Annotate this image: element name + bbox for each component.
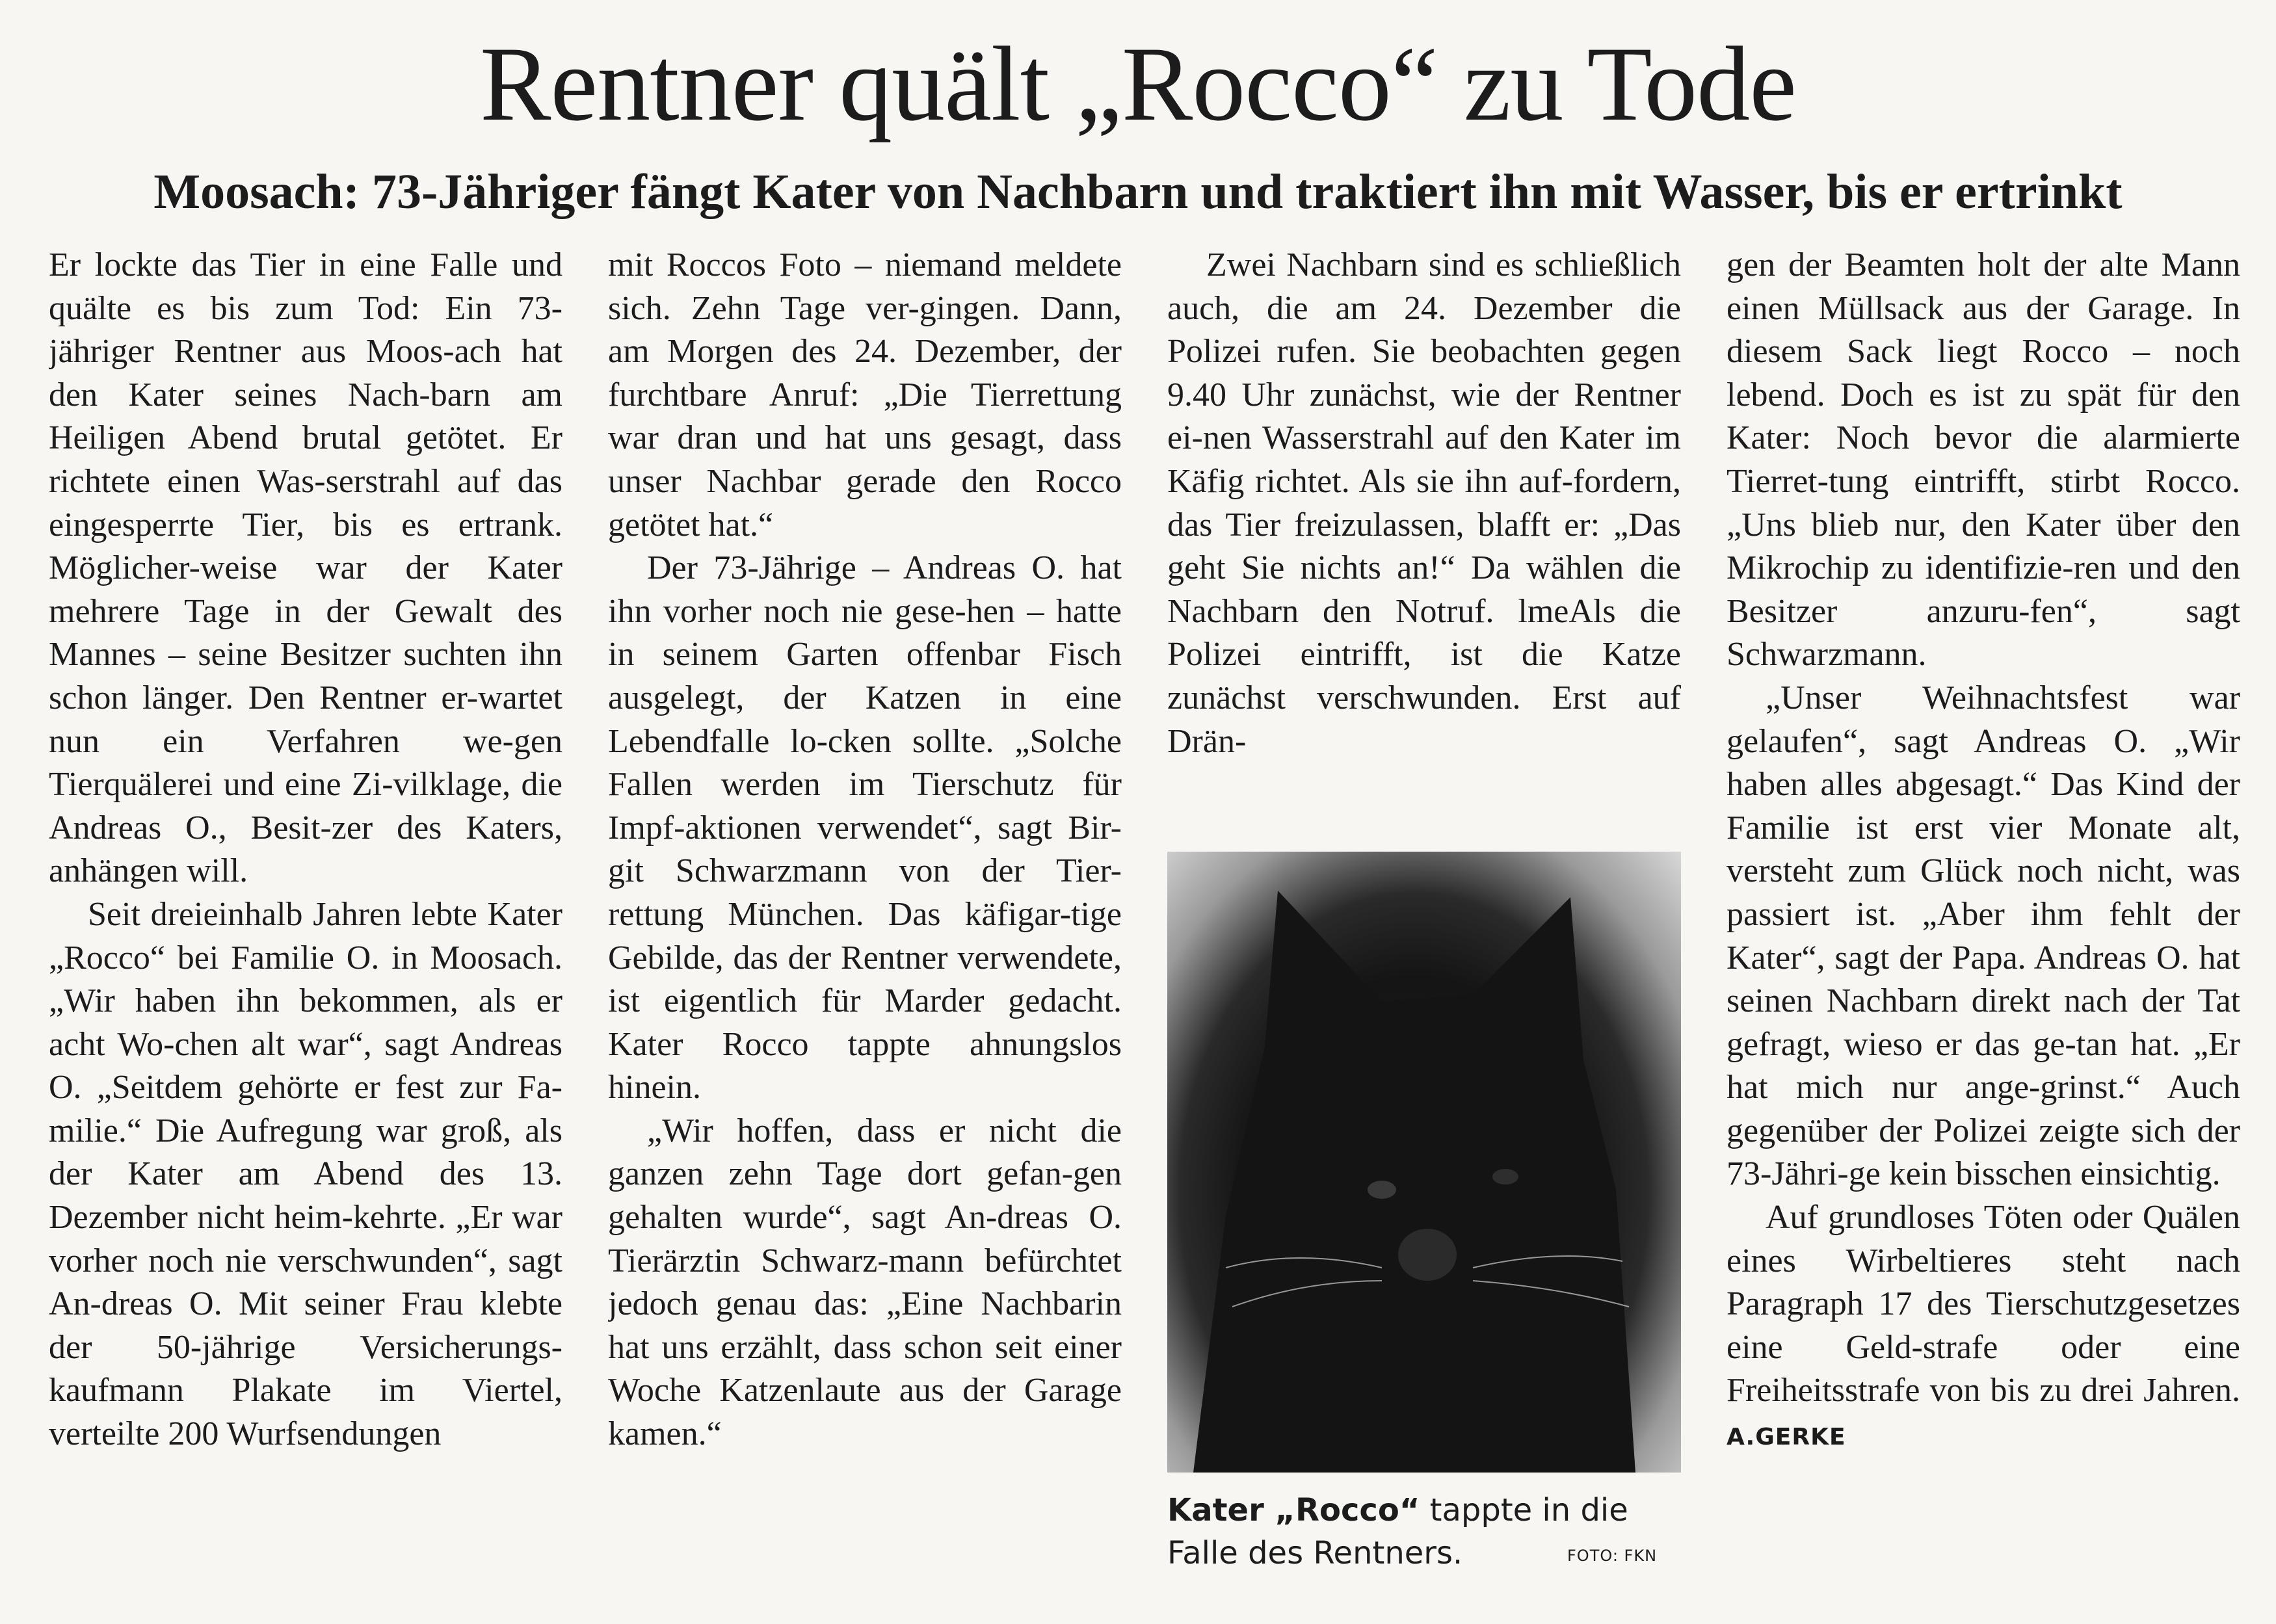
paragraph: mit Roccos Foto – niemand meldete sich. Zehn Tage ver-gingen. Dann, am Morgen des 24. Dezember, der furchtbare Anruf: „Die Tierrettung war dran und hat uns gesagt, dass unser Nachbar gerade den Rocco getötet hat.“: [608, 246, 1122, 544]
cat-photo: [1167, 852, 1681, 1473]
article-column-1: [49, 244, 562, 1609]
paragraph: [1727, 1196, 2240, 1460]
caption-text: tappte in die Falle des Rentners.: [1167, 1492, 1628, 1571]
paragraph: gen der Beamten holt der alte Mann einen Müllsack aus der Garage. In diesem Sack liegt Rocco – noch lebend. Doch es ist zu spät für den Kater: Noch bevor die alarmierte Tierret-tung eintrifft, stirbt Rocco. „Uns blieb nur, den Kater über den Mikrochip zu identifizie-ren und den Besitzer anzuru-fen“, sagt Schwarzmann.: [1727, 246, 2240, 674]
article-column-3: [1167, 244, 1681, 816]
headline: Rentner quält „Rocco“ zu Tode: [480, 25, 1796, 143]
paragraph-text: Auf grundloses Töten oder Quälen eines Wirbeltieres steht nach Paragraph 17 des Tierschutzgesetzes eine Geld-strafe oder eine Freiheitsstrafe von bis zu drei Jahren.: [1727, 1199, 2240, 1409]
author-byline: A.GERKE: [1727, 1424, 1846, 1451]
paragraph: „Unser Weihnachtsfest war gelaufen“, sagt Andreas O. „Wir haben alles abgesagt.“ Das Kind der Familie ist erst vier Monate alt, versteht zum Glück noch nicht, was passiert ist. „Aber ihm fehlt der Kater“, sagt der Papa. Andreas O. hat seinen Nachbarn direkt nach der Tat gefragt, wieso er das ge-tan hat. „Er hat mich nur ange-grinst.“ Auch gegenüber der Polizei zeigte sich der 73-Jähri-ge kein bisschen einsichtig.: [1727, 679, 2240, 1193]
subheadline: Moosach: 73-Jähriger fängt Kater von Nachbarn und traktiert ihn mit Wasser, bis er ertrinkt: [153, 164, 2123, 219]
article-column-2: [608, 244, 1122, 1609]
paragraph: Zwei Nachbarn sind es schließlich auch, die am 24. Dezember die Polizei rufen. Sie beobachten gegen 9.40 Uhr zunächst, wie der Rentner ei-nen Wasserstrahl auf den Kater im Käfig richtet. Als sie ihn auf-fordern, das Tier freizulassen, blafft er: „Das geht Sie nichts an!“ Da wählen die Nachbarn den Notruf. lmeAls die Polizei eintrifft, ist die Katze zunächst verschwunden. Erst auf Drän-: [1167, 246, 1681, 760]
article-column-4: [1727, 244, 2240, 1609]
paragraph: Er lockte das Tier in eine Falle und quälte es bis zum Tod: Ein 73-jähriger Rentner aus Moos-ach hat den Kater seines Nach-barn am Heiligen Abend brutal getötet. Er richtete einen Was-serstrahl auf das eingesperrte Tier, bis es ertrank. Möglicher-weise war der Kater mehrere Tage in der Gewalt des Mannes – seine Besitzer suchten ihn schon länger. Den Rentner er-wartet nun ein Verfahren we-gen Tierquälerei und eine Zi-vilklage, die Andreas O., Besit-zer des Katers, anhängen will.: [49, 246, 562, 890]
caption-lead: Kater „Rocco“: [1167, 1492, 1420, 1528]
paragraph: Seit dreieinhalb Jahren lebte Kater „Rocco“ bei Familie O. in Moosach. „Wir haben ihn bekommen, als er acht Wo-chen alt war“, sagt Andreas O. „Seitdem gehörte er fest zur Fa-milie.“ Die Aufregung war groß, als der Kater am Abend des 13. Dezember nicht heim-kehrte. „Er war vorher noch nie verschwunden“, sagt An-dreas O. Mit seiner Frau klebte der 50-jährige Versicherungs-kaufmann Plakate im Viertel, verteilte 200 Wurfsendungen: [49, 895, 562, 1453]
cat-silhouette-icon: [1167, 852, 1681, 1473]
paragraph: Der 73-Jährige – Andreas O. hat ihn vorher noch nie gese-hen – hatte in seinem Garten offenbar Fisch ausgelegt, der Katzen in eine Lebendfalle lo-cken sollte. „Solche Fallen werden im Tierschutz für Impf-aktionen verwendet“, sagt Bir-git Schwarzmann von der Tier-rettung München. Das käfigar-tige Gebilde, das der Rentner verwendete, ist eigentlich für Marder gedacht. Kater Rocco tappte ahnungslos hinein.: [608, 549, 1122, 1107]
photo-credit: FOTO: FKN: [1567, 1547, 1658, 1565]
paragraph: „Wir hoffen, dass er nicht die ganzen zehn Tage dort gefan-gen gehalten wurde“, sagt An-dreas O. Tierärztin Schwarz-mann befürchtet jedoch genau das: „Eine Nachbarin hat uns erzählt, dass schon seit einer Woche Katzenlaute aus der Garage kamen.“: [608, 1112, 1122, 1453]
